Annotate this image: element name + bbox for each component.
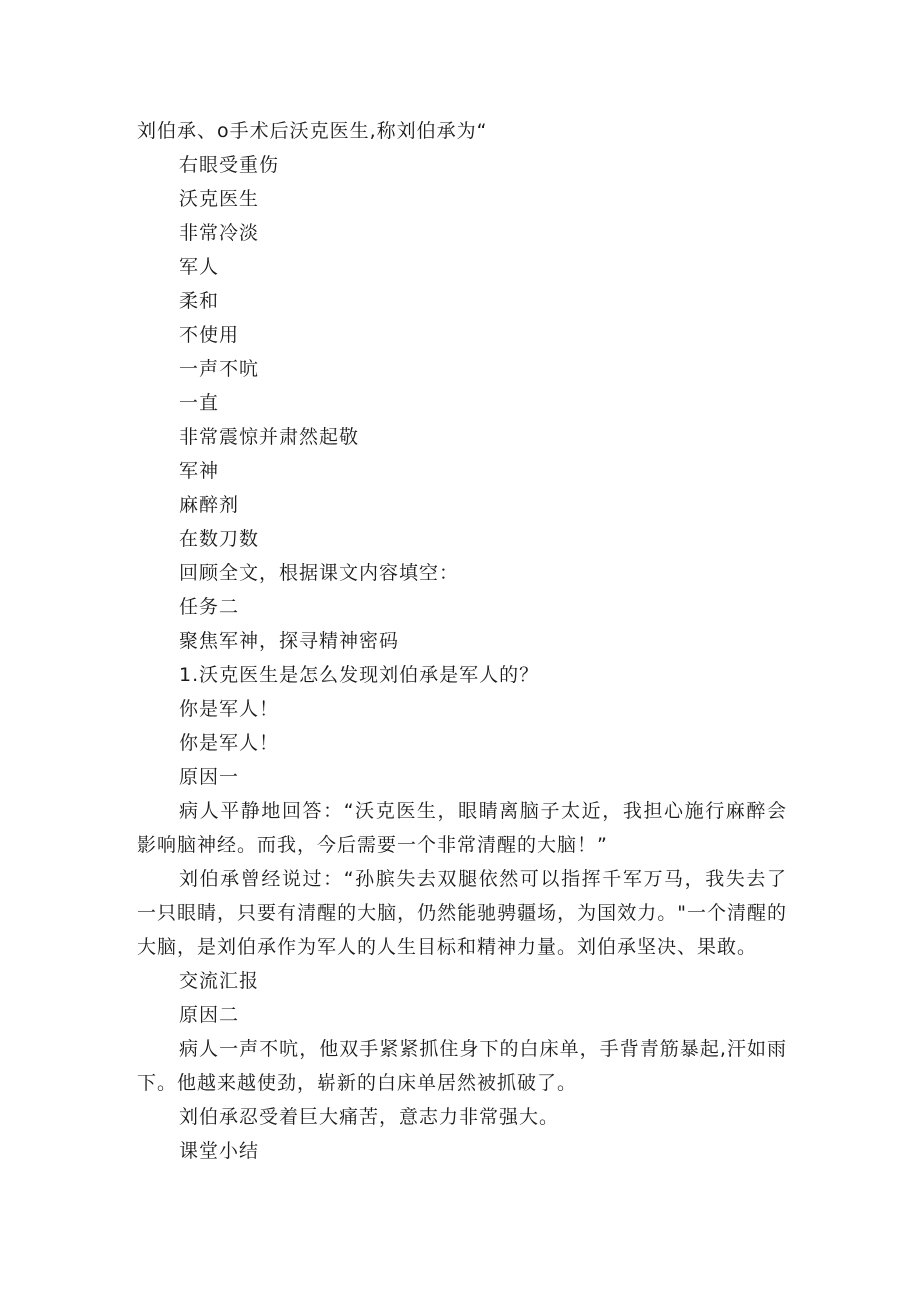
paragraph-willpower: 刘伯承忍受着巨大痛苦，意志力非常强大。 [179, 1106, 560, 1128]
summary-heading: 课堂小结 [179, 1140, 260, 1162]
quote-line: 你是军人！ [179, 732, 280, 754]
answer-item: 右眼受重伤 [179, 154, 280, 176]
answer-item: 非常震惊并肃然起敬 [179, 426, 360, 448]
answer-item: 麻醉剂 [179, 494, 240, 516]
document-body [137, 114, 787, 1168]
quote-line: 你是军人！ [179, 698, 280, 720]
task-subheading: 聚焦军神，探寻精神密码 [179, 630, 400, 652]
answer-item: 柔和 [179, 290, 220, 312]
answer-item: 非常冷淡 [179, 222, 260, 244]
paragraph-patient-silent: 病人一声不吭，他双手紧紧抓住身下的白床单，手背青筋暴起,汗如雨下。他越来越使劲，崭新的白床单居然被抓破了。 [137, 1038, 787, 1094]
answer-item: 一声不吭 [179, 358, 260, 380]
answer-item: 沃克医生 [179, 188, 260, 210]
paragraph-patient-answer: 病人平静地回答：“沃克医生，眼睛离脑子太近，我担心施行麻醉会影响脑神经。而我，今后需要一个非常清醒的大脑！” [137, 800, 787, 856]
answer-item: 军人 [179, 256, 220, 278]
answer-item: 军神 [179, 460, 220, 482]
report-heading: 交流汇报 [179, 970, 260, 992]
answer-item: 一直 [179, 392, 220, 414]
reason-heading: 原因二 [179, 1004, 240, 1026]
task-heading: 任务二 [179, 596, 240, 618]
instruction-line: 回顾全文，根据课文内容填空： [179, 562, 460, 584]
answer-item: 不使用 [179, 324, 240, 346]
opening-line: 刘伯承、o手术后沃克医生,称刘伯承为“ [137, 120, 488, 142]
paragraph-liu-quote: 刘伯承曾经说过：“孙膑失去双腿依然可以指挥千军万马，我失去了一只眼睛，只要有清醒的大脑，仍然能驰骋疆场，为国效力。"一个清醒的大脑，是刘伯承作为军人的人生目标和精神力量。刘伯承坚决、果敢。 [137, 868, 787, 958]
answer-item: 在数刀数 [179, 528, 260, 550]
question-line: 1.沃克医生是怎么发现刘伯承是军人的？ [179, 664, 540, 686]
reason-heading: 原因一 [179, 766, 240, 788]
